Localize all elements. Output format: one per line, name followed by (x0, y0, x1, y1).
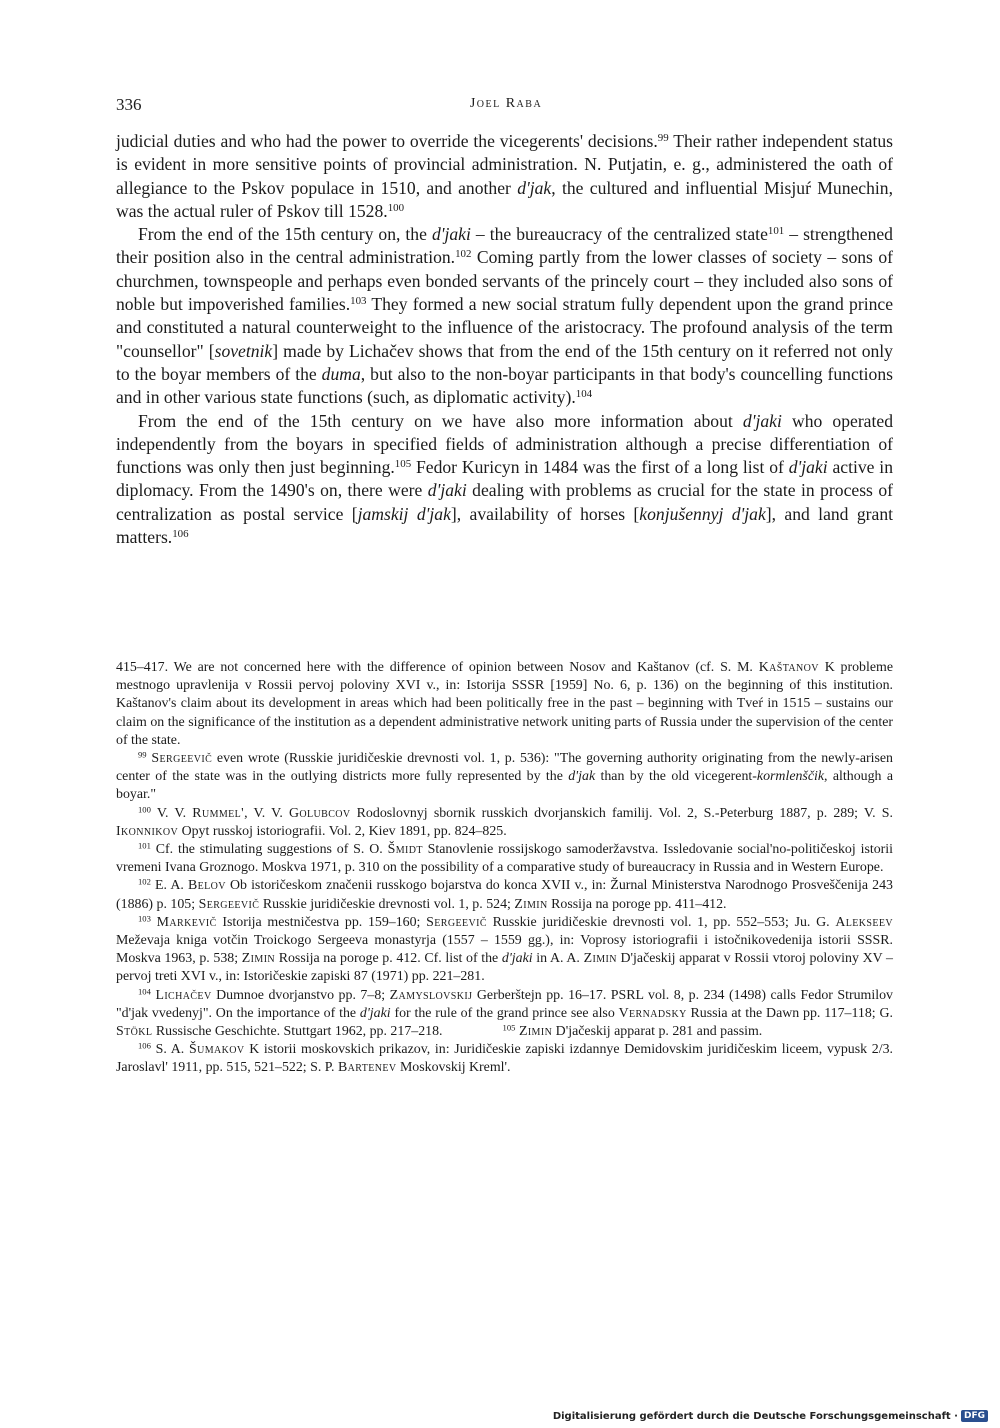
text: Russische Geschichte. Stuttgart 1962, pp. 217–218. (152, 1024, 443, 1040)
term: kormlenščik (756, 769, 825, 785)
footnote-number: 104 (138, 985, 151, 996)
text: Rodoslovnyj sbornik russkich dvorjanskich familij. Vol. 2, S.-Peterburg 1887, p. 289; V. S. (350, 805, 893, 821)
footnote-number: 106 (138, 1040, 151, 1051)
text: From the end of the 15th century on, the (138, 224, 432, 245)
credit-text: Digitalisierung gefördert durch die Deutsche Forschungsgemeinschaft · (552, 1410, 958, 1422)
author-name: Bartenev (337, 1060, 397, 1076)
text: Their rather independent status is evident in more sensitive points of provincial administration. N. Putjatin, e. g., administered the oath of allegiance to the Pskov populace in 1510, and another (116, 131, 893, 198)
text: , the cultured and influential Misjuŕ Munechin, was the actual ruler of Pskov till 1528. (116, 177, 893, 221)
footnote-100 (116, 805, 893, 841)
author-name: Markevič (156, 914, 217, 930)
term: d'jaki (501, 951, 533, 967)
text: ], availability of horses [ (450, 503, 640, 524)
term: d'jaki (359, 1005, 391, 1021)
dfg-logo: DFG (961, 1410, 988, 1422)
term: sovetnik (214, 340, 273, 361)
text: Opyt russkoj istoriografii. Vol. 2, Kiev 1891, pp. 824–825. (178, 823, 507, 839)
footnote-101 (116, 841, 893, 877)
author-name: Zimin (583, 951, 617, 967)
page-number: 336 (116, 95, 142, 114)
footnote-103 (116, 914, 893, 987)
term: d'jaki (427, 480, 467, 501)
term: d'jaki (431, 224, 471, 245)
term: d'jaki (788, 457, 828, 478)
footnote-number: 103 (138, 913, 151, 924)
footnote-number: 100 (138, 803, 151, 814)
term: d'jak (568, 769, 596, 785)
text: for the rule of the grand prince see also (390, 1005, 619, 1021)
term: duma (321, 363, 361, 384)
term: d'jaki (742, 410, 782, 431)
footnote-number: 101 (138, 840, 151, 851)
main-text (116, 130, 893, 549)
text: Russkie juridičeskie drevnosti vol. 1, pp. 552–553; Ju. G. (486, 914, 836, 930)
text: Russia at the Dawn pp. 117–118; G. (686, 1005, 893, 1021)
footnote-ref-101: 101 (767, 225, 785, 238)
term: konjušennyj d'jak (639, 503, 766, 524)
paragraph-1 (116, 130, 893, 223)
text: 415–417. We are not concerned here with the difference of opinion between Nosov and Kaštanov (cf. S. M. (116, 660, 759, 675)
running-head: Joel Raba (469, 96, 543, 111)
footnote-99 (116, 750, 893, 805)
text: K probleme mestnogo upravlenija v Rossii pervoj poloviny XVI v., in: Istorija SSSR [1959] No. 6, p. 136) on the beginning of this institution. Kaštanov's claim about its development in areas which had been politically free in the past – beginning with Tveŕ in 1515 – sustains our claim on the significance of the institution as a dependent administrative network uniting parts of Russia under the supervision of the center of the state. (116, 660, 894, 748)
text: Ob istoričeskom značenii russkogo bojarstva do konca XVII v., in: Žurnal Ministerstva Narodnogo Prosveščenija 243 (1886) p. 105; (116, 878, 893, 912)
text: S. A. (150, 1042, 189, 1058)
footnote-ref-104: 104 (575, 388, 593, 401)
author-name: Zimin (518, 1024, 553, 1040)
footnote-106 (116, 1041, 893, 1077)
text: K istorii moskovskich prikazov, in: Juridičeskie zapiski izdannye Demidovskim juridičeskim liceem, vypusk 2/3. Jaroslavl' 1911, pp. 515, 521–522; S. P. (116, 1042, 894, 1076)
footnote-number: 102 (138, 876, 151, 887)
text: , although a boyar." (116, 769, 893, 803)
text: Meževaja kniga votčin Troickogo Sergeeva monastyrja (1557 – 1559 gg.), in: Voprosy istoriografii i istočnikovedenija istorii SSSR. Moskva 1963, p. 538; (116, 933, 893, 967)
text: Fedor Kuricyn in 1484 was the first of a long list of (411, 457, 789, 478)
text: active in diplomacy. From the 1490's on, there were (116, 457, 893, 501)
text: Rossija na poroge p. 412. Cf. list of the (275, 951, 502, 967)
author-name: Šmidt (387, 842, 423, 858)
author-name: Golubcov (288, 805, 351, 821)
author-name: Sergeevič (151, 751, 213, 767)
text: V. V. (150, 805, 193, 821)
text: Coming partly from the lower classes of society – sons of churchmen, townspeople and perhaps even bonded servants of the princely court – they included also sons of noble but impoverished families. (116, 247, 893, 315)
text: in A. A. (532, 951, 584, 967)
term: jamskij d'jak (357, 503, 451, 524)
footnote-ref-106: 106 (172, 528, 189, 541)
author-name: Lichačev (155, 987, 212, 1003)
text: judicial duties and who had the power to override the vicegerents' decisions. (116, 131, 658, 151)
author-name: Ikonnikov (116, 823, 179, 839)
author-name: Sergeevič (426, 914, 487, 930)
footnote-ref-99: 99 (657, 132, 669, 144)
footnote-ref-103: 103 (350, 295, 367, 308)
footnote-104 (116, 987, 893, 1042)
text: E. A. (150, 878, 188, 894)
text: ], and land grant matters. (116, 503, 894, 548)
text: Moskovskij Kreml'. (396, 1060, 511, 1076)
paragraph-2 (116, 223, 893, 409)
footnote-ref-100: 100 (387, 201, 405, 214)
footnote-continued (116, 659, 893, 750)
text: – strengthened their position also in the central administration. (116, 224, 893, 268)
author-name: Stökl (116, 1024, 153, 1040)
text: D'jačeskij apparat v Rossii vtoroj poloviny XV – pervoj treti XVI v., in: Istoričeskie zapiski 87 (1971) pp. 221–281. (116, 951, 893, 985)
text: dealing with problems as crucial for the state in process of centralization as postal service [ (116, 480, 893, 524)
text: ] made by Lichačev shows that from the end of the 15th century on it referred not only to the boyar members of the (116, 340, 893, 384)
author-name: Zimin (514, 896, 548, 912)
text: who operated independently from the boyars in specified fields of administration although a precise differentiation of functions was only then just beginning. (116, 410, 893, 478)
footnote-102 (116, 877, 893, 913)
author-name: Zamyslovskij (389, 987, 473, 1003)
author-name: Sergeevič (198, 896, 260, 912)
text: – the bureaucracy of the centralized state (470, 224, 768, 245)
text: Stanovlenie rossijskogo samoderžavstva. Issledovanie social'no-političeskoj istorii vremeni Ivana Groznogo. Moskva 1971, p. 310 on the possibility of a comparative study of bureaucracy in Russia and in Western Europe. (116, 842, 893, 876)
text: Dumnoe dvorjanstvo pp. 7–8; (211, 987, 390, 1003)
text: Istorija mestničestva pp. 159–160; (216, 914, 427, 930)
text: than by the old vicegerent- (595, 769, 757, 785)
text: Gerberštejn pp. 16–17. PSRL vol. 8, p. 234 (1498) calls Fedor Strumilov "d'jak vvedenyj". On the importance of the (116, 987, 893, 1021)
author-name: Alekseev (835, 914, 893, 930)
footnote-ref-102: 102 (455, 248, 472, 261)
paragraph-3 (116, 410, 893, 550)
text: Cf. the stimulating suggestions of S. O. (150, 842, 388, 858)
footnote-number: 99 (138, 749, 147, 760)
text: Russkie juridičeskie drevnosti vol. 1, p. 524; (259, 896, 515, 912)
author-name: Vernadsky (618, 1005, 687, 1021)
text: even wrote (Russkie juridičeskie drevnosti vol. 1, p. 536): "The governing authority originating from the newly-arisen center of the state was in the outlying districts more fully represented by the (116, 751, 893, 785)
text: They formed a new social stratum fully dependent upon the grand prince and constituted a natural counterweight to the influence of the aristocracy. The profound analysis of the term "counsellor" [ (116, 294, 894, 361)
author-name: Šumakov (188, 1042, 245, 1058)
author-name: Rummel' (192, 805, 245, 821)
author-name: Belov (187, 878, 226, 894)
text: , V. V. (244, 805, 289, 821)
footnotes (116, 659, 893, 1078)
text: From the end of the 15th century on we have also more information about (138, 410, 743, 431)
term: d'jak (517, 177, 552, 198)
footnote-number: 105 (502, 1022, 516, 1033)
text: , but also to the non-boyar participants in that body's councelling functions and in other various state functions (such, as diplomatic activity). (116, 363, 893, 408)
author-name: Kaštanov (758, 660, 819, 675)
page-header (116, 95, 896, 121)
author-name: Zimin (241, 951, 276, 967)
digitization-credit (553, 1410, 988, 1422)
footnote-ref-105: 105 (394, 458, 412, 471)
text: D'jačeskij apparat p. 281 and passim. (552, 1024, 763, 1040)
text: Rossija na poroge pp. 411–412. (547, 896, 727, 912)
